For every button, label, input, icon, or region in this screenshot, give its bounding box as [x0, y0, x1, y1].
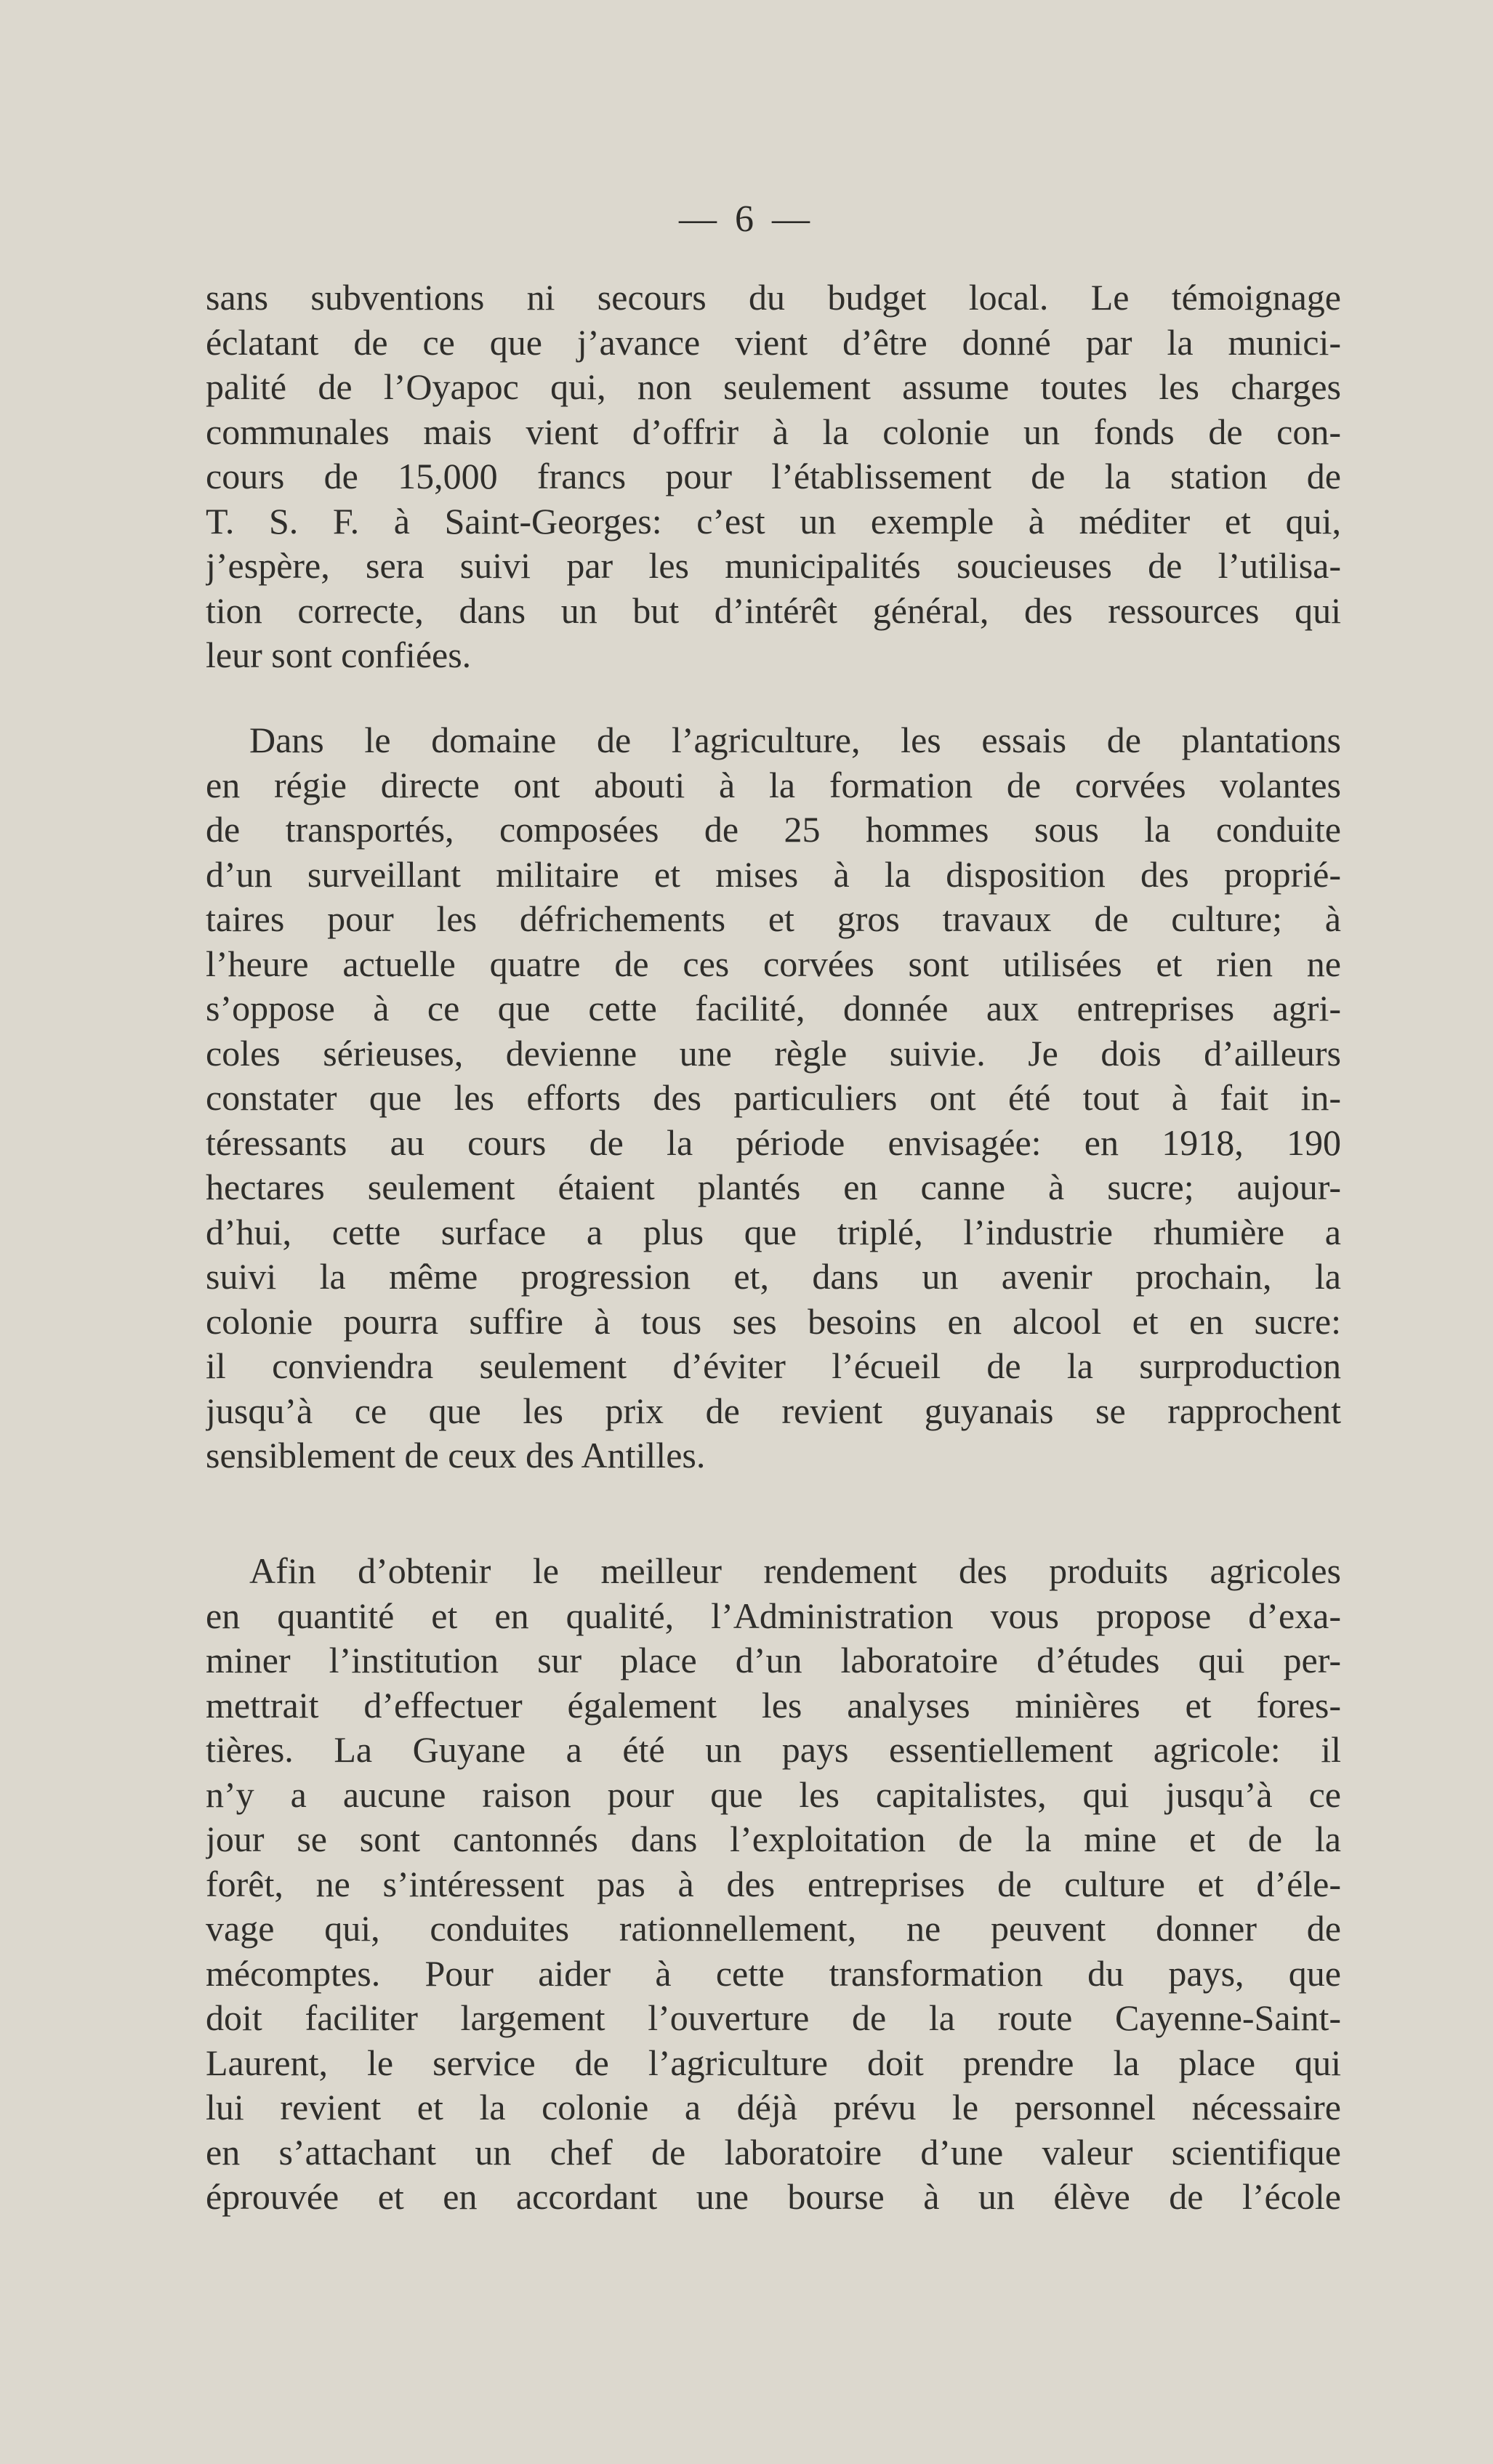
text-line: jusqu’à ce que les prix de revient guyanais se rapprochent	[206, 1390, 1341, 1431]
text-line: sans subventions ni secours du budget local. Le témoignage	[206, 277, 1341, 318]
text-line: Laurent, le service de l’agriculture doit prendre la place qui	[206, 2042, 1341, 2083]
text-line: constater que les efforts des particuliers ont été tout à fait in-	[206, 1077, 1341, 1118]
text-line: colonie pourra suffire à tous ses besoins en alcool et en sucre:	[206, 1300, 1341, 1342]
text-line: Dans le domaine de l’agriculture, les essais de plantations	[249, 720, 1341, 760]
text-line: vage qui, conduites rationnellement, ne peuvent donner de	[206, 1908, 1341, 1949]
text-line: miner l’institution sur place d’un laboratoire d’études qui per-	[206, 1640, 1341, 1680]
text-line: communales mais vient d’offrir à la colonie un fonds de con-	[206, 411, 1341, 452]
paragraph-1	[206, 275, 1341, 678]
paragraph-2	[206, 718, 1341, 1478]
text-line: doit faciliter largement l’ouverture de la route Cayenne-Saint-	[206, 1997, 1341, 2038]
text-line: en s’attachant un chef de laboratoire d’une valeur scientifique	[206, 2131, 1341, 2173]
text-line: Afin d’obtenir le meilleur rendement des produits agricoles	[249, 1550, 1341, 1591]
text-line: jour se sont cantonnés dans l’exploitation de la mine et de la	[206, 1819, 1341, 1859]
text-line: l’heure actuelle quatre de ces corvées sont utilisées et rien ne	[206, 943, 1341, 984]
text-line: éprouvée et en accordant une bourse à un élève de l’école	[206, 2176, 1341, 2217]
text-line: n’y a aucune raison pour que les capitalistes, qui jusqu’à ce	[206, 1773, 1341, 1815]
text-line: hectares seulement étaient plantés en canne à sucre; aujour-	[206, 1167, 1341, 1207]
text-line: cours de 15,000 francs pour l’établissement de la station de	[206, 456, 1341, 496]
text-line: leur sont confiées.	[206, 635, 472, 675]
text-line: mettrait d’effectuer également les analyses minières et fores-	[206, 1684, 1341, 1726]
text-line: en quantité et en qualité, l’Administration vous propose d’exa-	[206, 1595, 1341, 1636]
text-line: de transportés, composées de 25 hommes sous la conduite	[206, 809, 1341, 850]
text-line: T. S. F. à Saint-Georges: c’est un exemple à méditer et qui,	[206, 500, 1341, 541]
text-line: j’espère, sera suivi par les municipalités soucieuses de l’utilisa-	[206, 545, 1341, 586]
text-line: taires pour les défrichements et gros travaux de culture; à	[206, 898, 1341, 939]
text-line: tières. La Guyane a été un pays essentiellement agricole: il	[206, 1729, 1341, 1770]
page-number: — 6 —	[679, 198, 814, 240]
text-line: coles sérieuses, devienne une règle suivie. Je dois d’ailleurs	[206, 1032, 1341, 1074]
text-line: lui revient et la colonie a déjà prévu le personnel nécessaire	[206, 2087, 1341, 2127]
paragraph-3	[206, 1549, 1341, 2220]
text-line: s’oppose à ce que cette facilité, donnée aux entreprises agri-	[206, 988, 1341, 1028]
text-line: sensiblement de ceux des Antilles.	[206, 1435, 706, 1475]
text-line: d’hui, cette surface a plus que triplé, l’industrie rhumière a	[206, 1211, 1341, 1252]
text-line: tion correcte, dans un but d’intérêt général, des ressources qui	[206, 589, 1341, 631]
text-line: d’un surveillant militaire et mises à la disposition des proprié-	[206, 853, 1341, 895]
text-line: il conviendra seulement d’éviter l’écueil de la surproduction	[206, 1345, 1341, 1386]
text-line: en régie directe ont abouti à la formation de corvées volantes	[206, 764, 1341, 805]
text-line: suivi la même progression et, dans un avenir prochain, la	[206, 1256, 1341, 1297]
text-line: éclatant de ce que j’avance vient d’être donné par la munici-	[206, 321, 1341, 363]
text-line: palité de l’Oyapoc qui, non seulement assume toutes les charges	[206, 366, 1341, 407]
text-line: forêt, ne s’intéressent pas à des entreprises de culture et d’éle-	[206, 1863, 1341, 1904]
text-line: mécomptes. Pour aider à cette transformation du pays, que	[206, 1952, 1341, 1994]
text-line: téressants au cours de la période envisagée: en 1918, 190	[206, 1122, 1341, 1163]
